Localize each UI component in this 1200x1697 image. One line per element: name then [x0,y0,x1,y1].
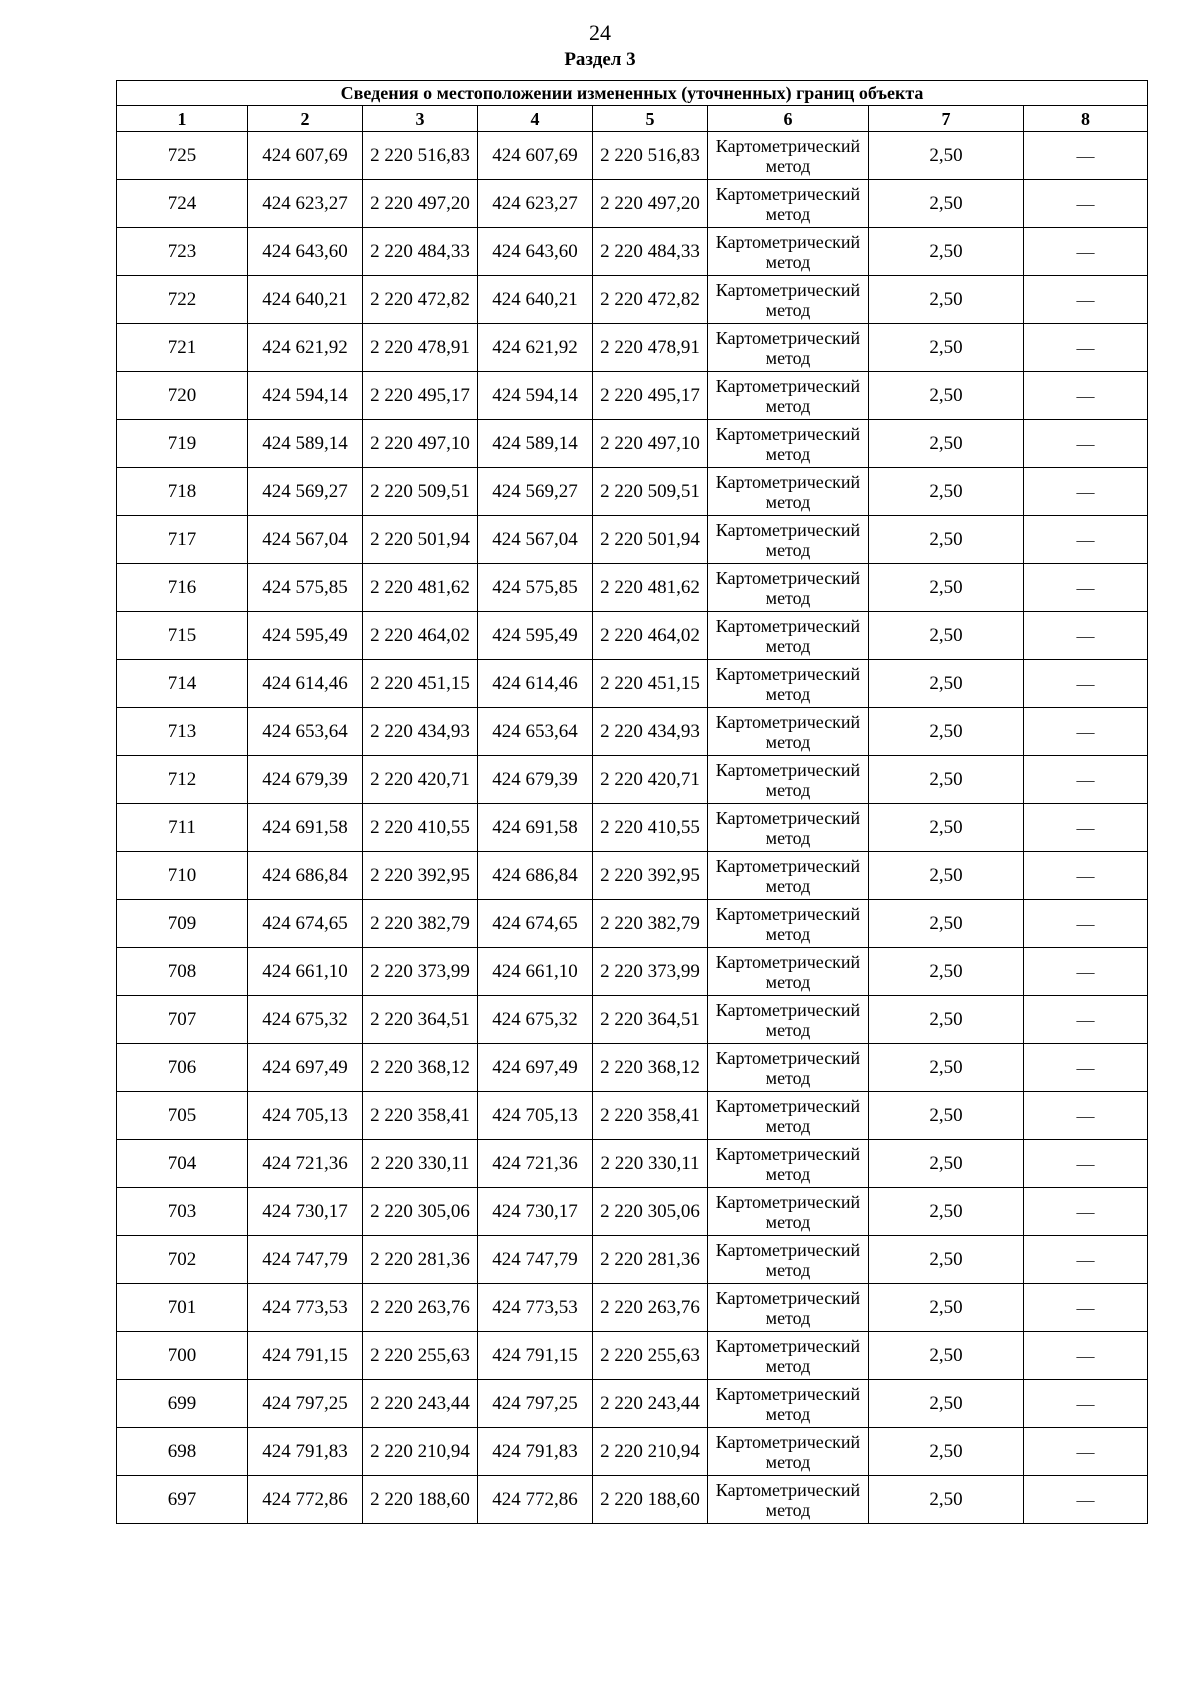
cell-old-y: 2 220 481,62 [363,564,478,612]
cell-description: — [1024,516,1148,564]
cell-old-y: 2 220 434,93 [363,708,478,756]
cell-new-x: 424 679,39 [478,756,593,804]
cell-method: Картометрический метод [708,276,869,324]
cell-accuracy: 2,50 [869,1428,1024,1476]
cell-point-number: 704 [117,1140,248,1188]
table-row [117,804,1148,852]
cell-old-x: 424 686,84 [248,852,363,900]
cell-old-y: 2 220 497,20 [363,180,478,228]
cell-method: Картометрический метод [708,564,869,612]
cell-accuracy: 2,50 [869,372,1024,420]
cell-old-x: 424 653,64 [248,708,363,756]
cell-new-y: 2 220 305,06 [593,1188,708,1236]
cell-new-x: 424 589,14 [478,420,593,468]
cell-method: Картометрический метод [708,1188,869,1236]
table-row [117,420,1148,468]
cell-description: — [1024,1284,1148,1332]
cell-new-x: 424 705,13 [478,1092,593,1140]
cell-accuracy: 2,50 [869,1332,1024,1380]
cell-point-number: 713 [117,708,248,756]
cell-new-x: 424 791,83 [478,1428,593,1476]
cell-accuracy: 2,50 [869,132,1024,180]
table-row [117,1092,1148,1140]
cell-new-y: 2 220 434,93 [593,708,708,756]
cell-old-x: 424 569,27 [248,468,363,516]
cell-old-x: 424 589,14 [248,420,363,468]
cell-old-y: 2 220 255,63 [363,1332,478,1380]
cell-old-y: 2 220 410,55 [363,804,478,852]
cell-new-y: 2 220 497,10 [593,420,708,468]
column-header: 3 [363,106,478,132]
cell-old-y: 2 220 509,51 [363,468,478,516]
column-header: 1 [117,106,248,132]
cell-description: — [1024,852,1148,900]
cell-description: — [1024,324,1148,372]
cell-new-x: 424 730,17 [478,1188,593,1236]
cell-point-number: 703 [117,1188,248,1236]
cell-method: Картометрический метод [708,1332,869,1380]
cell-accuracy: 2,50 [869,1284,1024,1332]
cell-old-y: 2 220 188,60 [363,1476,478,1524]
cell-old-x: 424 623,27 [248,180,363,228]
cell-description: — [1024,1476,1148,1524]
cell-method: Картометрический метод [708,372,869,420]
cell-new-y: 2 220 364,51 [593,996,708,1044]
cell-description: — [1024,1092,1148,1140]
table-row [117,612,1148,660]
cell-new-y: 2 220 481,62 [593,564,708,612]
cell-new-y: 2 220 243,44 [593,1380,708,1428]
cell-point-number: 709 [117,900,248,948]
cell-old-x: 424 773,53 [248,1284,363,1332]
table-row [117,1284,1148,1332]
cell-method: Картометрический метод [708,468,869,516]
cell-accuracy: 2,50 [869,420,1024,468]
cell-accuracy: 2,50 [869,1188,1024,1236]
cell-point-number: 716 [117,564,248,612]
cell-description: — [1024,276,1148,324]
cell-description: — [1024,1332,1148,1380]
cell-description: — [1024,900,1148,948]
cell-new-x: 424 653,64 [478,708,593,756]
cell-description: — [1024,948,1148,996]
cell-accuracy: 2,50 [869,948,1024,996]
cell-point-number: 714 [117,660,248,708]
cell-new-y: 2 220 472,82 [593,276,708,324]
cell-new-x: 424 607,69 [478,132,593,180]
cell-old-y: 2 220 478,91 [363,324,478,372]
cell-new-y: 2 220 368,12 [593,1044,708,1092]
cell-new-y: 2 220 420,71 [593,756,708,804]
cell-description: — [1024,756,1148,804]
cell-point-number: 707 [117,996,248,1044]
cell-new-y: 2 220 373,99 [593,948,708,996]
table-row [117,276,1148,324]
cell-point-number: 719 [117,420,248,468]
cell-method: Картометрический метод [708,900,869,948]
cell-accuracy: 2,50 [869,1092,1024,1140]
cell-accuracy: 2,50 [869,756,1024,804]
column-header: 8 [1024,106,1148,132]
cell-old-y: 2 220 484,33 [363,228,478,276]
cell-method: Картометрический метод [708,852,869,900]
cell-old-y: 2 220 263,76 [363,1284,478,1332]
cell-old-y: 2 220 472,82 [363,276,478,324]
page-number: 24 [589,20,611,45]
cell-point-number: 700 [117,1332,248,1380]
cell-old-x: 424 595,49 [248,612,363,660]
table-row [117,132,1148,180]
cell-method: Картометрический метод [708,1428,869,1476]
cell-point-number: 720 [117,372,248,420]
cell-old-x: 424 697,49 [248,1044,363,1092]
cell-accuracy: 2,50 [869,516,1024,564]
cell-new-x: 424 691,58 [478,804,593,852]
cell-method: Картометрический метод [708,228,869,276]
cell-old-y: 2 220 382,79 [363,900,478,948]
cell-old-y: 2 220 451,15 [363,660,478,708]
cell-new-x: 424 640,21 [478,276,593,324]
cell-accuracy: 2,50 [869,324,1024,372]
table-row [117,180,1148,228]
cell-method: Картометрический метод [708,1140,869,1188]
cell-new-y: 2 220 410,55 [593,804,708,852]
cell-new-x: 424 772,86 [478,1476,593,1524]
cell-description: — [1024,468,1148,516]
cell-old-y: 2 220 516,83 [363,132,478,180]
cell-description: — [1024,708,1148,756]
cell-old-y: 2 220 464,02 [363,612,478,660]
cell-new-y: 2 220 188,60 [593,1476,708,1524]
cell-new-x: 424 747,79 [478,1236,593,1284]
cell-point-number: 715 [117,612,248,660]
cell-point-number: 711 [117,804,248,852]
cell-description: — [1024,1044,1148,1092]
table-row [117,228,1148,276]
cell-new-x: 424 575,85 [478,564,593,612]
cell-old-x: 424 679,39 [248,756,363,804]
cell-method: Картометрический метод [708,708,869,756]
cell-description: — [1024,1428,1148,1476]
cell-new-x: 424 721,36 [478,1140,593,1188]
cell-old-y: 2 220 330,11 [363,1140,478,1188]
cell-new-x: 424 661,10 [478,948,593,996]
cell-new-x: 424 773,53 [478,1284,593,1332]
cell-new-y: 2 220 358,41 [593,1092,708,1140]
table-row [117,1332,1148,1380]
section-title: Раздел 3 [564,49,636,70]
cell-new-y: 2 220 516,83 [593,132,708,180]
cell-method: Картометрический метод [708,1044,869,1092]
cell-new-y: 2 220 478,91 [593,324,708,372]
cell-old-x: 424 747,79 [248,1236,363,1284]
cell-new-y: 2 220 255,63 [593,1332,708,1380]
cell-point-number: 698 [117,1428,248,1476]
cell-accuracy: 2,50 [869,852,1024,900]
cell-new-y: 2 220 495,17 [593,372,708,420]
cell-method: Картометрический метод [708,612,869,660]
cell-description: — [1024,564,1148,612]
cell-accuracy: 2,50 [869,1380,1024,1428]
cell-new-x: 424 567,04 [478,516,593,564]
table-row [117,516,1148,564]
cell-new-y: 2 220 497,20 [593,180,708,228]
cell-old-x: 424 614,46 [248,660,363,708]
cell-old-x: 424 730,17 [248,1188,363,1236]
table-body [117,132,1148,1524]
cell-new-x: 424 614,46 [478,660,593,708]
cell-old-y: 2 220 305,06 [363,1188,478,1236]
cell-new-y: 2 220 210,94 [593,1428,708,1476]
cell-method: Картометрический метод [708,1284,869,1332]
cell-point-number: 717 [117,516,248,564]
cell-accuracy: 2,50 [869,468,1024,516]
cell-new-x: 424 791,15 [478,1332,593,1380]
cell-new-y: 2 220 392,95 [593,852,708,900]
cell-new-y: 2 220 263,76 [593,1284,708,1332]
cell-description: — [1024,132,1148,180]
cell-point-number: 723 [117,228,248,276]
cell-new-x: 424 797,25 [478,1380,593,1428]
cell-old-x: 424 705,13 [248,1092,363,1140]
cell-accuracy: 2,50 [869,660,1024,708]
cell-old-x: 424 640,21 [248,276,363,324]
column-header: 6 [708,106,869,132]
cell-point-number: 721 [117,324,248,372]
cell-description: — [1024,1236,1148,1284]
table-row [117,324,1148,372]
cell-old-y: 2 220 358,41 [363,1092,478,1140]
table-row [117,948,1148,996]
table-row [117,372,1148,420]
cell-description: — [1024,228,1148,276]
cell-old-x: 424 621,92 [248,324,363,372]
cell-accuracy: 2,50 [869,708,1024,756]
cell-old-y: 2 220 364,51 [363,996,478,1044]
cell-old-y: 2 220 392,95 [363,852,478,900]
cell-accuracy: 2,50 [869,564,1024,612]
cell-old-x: 424 661,10 [248,948,363,996]
cell-new-x: 424 594,14 [478,372,593,420]
cell-old-x: 424 594,14 [248,372,363,420]
cell-old-y: 2 220 420,71 [363,756,478,804]
cell-point-number: 702 [117,1236,248,1284]
cell-point-number: 699 [117,1380,248,1428]
table-row [117,1428,1148,1476]
cell-method: Картометрический метод [708,420,869,468]
cell-old-y: 2 220 501,94 [363,516,478,564]
cell-old-x: 424 607,69 [248,132,363,180]
column-header: 2 [248,106,363,132]
cell-old-x: 424 791,83 [248,1428,363,1476]
cell-old-y: 2 220 373,99 [363,948,478,996]
column-number-row [117,106,1148,132]
cell-accuracy: 2,50 [869,180,1024,228]
cell-accuracy: 2,50 [869,1140,1024,1188]
cell-accuracy: 2,50 [869,1476,1024,1524]
cell-new-y: 2 220 281,36 [593,1236,708,1284]
cell-accuracy: 2,50 [869,276,1024,324]
table-row [117,1476,1148,1524]
cell-point-number: 701 [117,1284,248,1332]
cell-new-x: 424 675,32 [478,996,593,1044]
cell-old-x: 424 691,58 [248,804,363,852]
cell-description: — [1024,372,1148,420]
cell-new-x: 424 643,60 [478,228,593,276]
cell-point-number: 724 [117,180,248,228]
boundary-coordinates-table [116,80,1148,1524]
cell-method: Картометрический метод [708,1236,869,1284]
cell-description: — [1024,996,1148,1044]
cell-new-y: 2 220 464,02 [593,612,708,660]
cell-method: Картометрический метод [708,1476,869,1524]
cell-old-y: 2 220 497,10 [363,420,478,468]
table-row [117,1044,1148,1092]
cell-method: Картометрический метод [708,180,869,228]
cell-new-y: 2 220 382,79 [593,900,708,948]
table-row [117,564,1148,612]
cell-point-number: 725 [117,132,248,180]
cell-new-x: 424 623,27 [478,180,593,228]
cell-method: Картометрический метод [708,660,869,708]
cell-method: Картометрический метод [708,132,869,180]
cell-old-x: 424 721,36 [248,1140,363,1188]
cell-description: — [1024,420,1148,468]
cell-accuracy: 2,50 [869,804,1024,852]
cell-old-x: 424 643,60 [248,228,363,276]
cell-new-x: 424 621,92 [478,324,593,372]
cell-old-x: 424 674,65 [248,900,363,948]
column-header: 7 [869,106,1024,132]
table-row [117,1188,1148,1236]
cell-new-x: 424 697,49 [478,1044,593,1092]
cell-description: — [1024,1140,1148,1188]
cell-point-number: 712 [117,756,248,804]
cell-method: Картометрический метод [708,516,869,564]
cell-method: Картометрический метод [708,756,869,804]
table-row [117,756,1148,804]
cell-old-y: 2 220 368,12 [363,1044,478,1092]
cell-new-x: 424 595,49 [478,612,593,660]
table-row [117,708,1148,756]
table-row [117,1140,1148,1188]
cell-method: Картометрический метод [708,804,869,852]
table-row [117,660,1148,708]
cell-new-y: 2 220 330,11 [593,1140,708,1188]
cell-description: — [1024,180,1148,228]
cell-point-number: 722 [117,276,248,324]
table-row [117,1236,1148,1284]
cell-old-x: 424 567,04 [248,516,363,564]
column-header: 5 [593,106,708,132]
cell-description: — [1024,1188,1148,1236]
cell-new-x: 424 686,84 [478,852,593,900]
cell-new-y: 2 220 484,33 [593,228,708,276]
cell-method: Картометрический метод [708,1380,869,1428]
cell-point-number: 706 [117,1044,248,1092]
cell-description: — [1024,1380,1148,1428]
table-row [117,900,1148,948]
cell-accuracy: 2,50 [869,1236,1024,1284]
cell-old-x: 424 772,86 [248,1476,363,1524]
cell-accuracy: 2,50 [869,900,1024,948]
table-row [117,468,1148,516]
cell-method: Картометрический метод [708,996,869,1044]
column-header: 4 [478,106,593,132]
cell-new-x: 424 569,27 [478,468,593,516]
cell-old-y: 2 220 210,94 [363,1428,478,1476]
cell-point-number: 697 [117,1476,248,1524]
cell-description: — [1024,612,1148,660]
table-row [117,996,1148,1044]
cell-accuracy: 2,50 [869,1044,1024,1092]
cell-method: Картометрический метод [708,948,869,996]
cell-point-number: 705 [117,1092,248,1140]
cell-method: Картометрический метод [708,1092,869,1140]
cell-accuracy: 2,50 [869,228,1024,276]
cell-new-y: 2 220 451,15 [593,660,708,708]
cell-accuracy: 2,50 [869,996,1024,1044]
cell-accuracy: 2,50 [869,612,1024,660]
cell-old-x: 424 791,15 [248,1332,363,1380]
cell-old-x: 424 675,32 [248,996,363,1044]
cell-point-number: 708 [117,948,248,996]
cell-old-y: 2 220 495,17 [363,372,478,420]
cell-old-x: 424 797,25 [248,1380,363,1428]
table-row [117,852,1148,900]
table-caption: Сведения о местоположении измененных (уточненных) границ объекта [117,81,1148,106]
cell-new-x: 424 674,65 [478,900,593,948]
cell-old-y: 2 220 281,36 [363,1236,478,1284]
cell-description: — [1024,660,1148,708]
cell-point-number: 710 [117,852,248,900]
cell-new-y: 2 220 509,51 [593,468,708,516]
table-row [117,1380,1148,1428]
cell-point-number: 718 [117,468,248,516]
cell-new-y: 2 220 501,94 [593,516,708,564]
cell-old-x: 424 575,85 [248,564,363,612]
cell-old-y: 2 220 243,44 [363,1380,478,1428]
cell-description: — [1024,804,1148,852]
cell-method: Картометрический метод [708,324,869,372]
